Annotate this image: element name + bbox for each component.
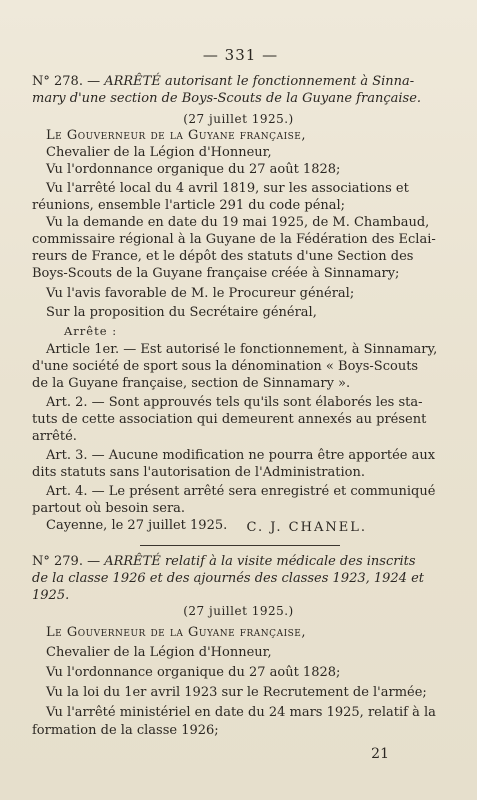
arrete-279-line-3: Vu la loi du 1er avril 1923 sur le Recrutement de l'armée; <box>46 685 427 700</box>
arrete-279-title-line1: — ARRÊTÉ relatif à la visite médicale des inscrits <box>82 554 416 569</box>
arrete-279-line-4: Vu l'arrêté ministériel en date du 24 mars 1925, relatif à la <box>46 705 436 720</box>
arrete-278-line-20: Art. 4. — Le présent arrêté sera enregistré et communiqué <box>46 484 436 499</box>
sheet-number: 21 <box>371 746 389 762</box>
arrete-279-line-0: Le Gouverneur de la Guyane française, <box>46 625 306 640</box>
arrete-278-line-4: réunions, ensemble l'article 291 du code pénal; <box>32 198 346 213</box>
arrete-278-line-21: partout où besoin sera. <box>32 501 186 516</box>
arrete-279-line-1: Chevalier de la Légion d'Honneur, <box>46 645 272 660</box>
arrete-278-line-22: Cayenne, le 27 juillet 1925. <box>46 518 228 533</box>
arrete-278-date: (27 juillet 1925.) <box>183 112 294 126</box>
arrete-278-line-19: dits statuts sans l'autorisation de l'Administration. <box>32 465 365 480</box>
arrete-278-line-3: Vu l'arrêté local du 4 avril 1819, sur les associations et <box>46 181 409 196</box>
arrete-279-line-2: Vu l'ordonnance organique du 27 août 1828; <box>46 665 341 680</box>
arrete-278-line-1: Chevalier de la Légion d'Honneur, <box>46 145 272 160</box>
arrete-278-line-6: commissaire régional à la Guyane de la Fédération des Eclai- <box>32 232 436 247</box>
section-divider <box>140 545 340 546</box>
arrete-278-line-10: Sur la proposition du Secrétaire général, <box>46 305 317 320</box>
arrete-278-line-18: Art. 3. — Aucune modification ne pourra être apportée aux <box>46 448 436 463</box>
arrete-279-title <box>32 553 449 604</box>
arrete-279-title-line2: de la classe 1926 et des ajournés des classes 1923, 1924 et <box>32 571 425 586</box>
arrete-278-line-12: Article 1er. — Est autorisé le fonctionnement, à Sinnamary, <box>46 342 438 357</box>
page-number: — 331 — <box>202 46 279 64</box>
arrete-278-signature: C. J. CHANEL. <box>246 520 367 535</box>
arrete-279-title-line3: 1925. <box>32 588 70 603</box>
arrete-279-number: N° 279. <box>32 554 83 569</box>
arrete-279-line-5: formation de la classe 1926; <box>32 723 219 738</box>
arrete-278-title <box>32 73 449 107</box>
arrete-278-line-13: d'une société de sport sous la dénomination « Boys-Scouts <box>32 359 419 374</box>
arrete-278-line-2: Vu l'ordonnance organique du 27 août 1828; <box>46 162 341 177</box>
arrete-278-line-7: reurs de France, et le dépôt des statuts d'une Section des <box>32 249 414 264</box>
arrete-278-line-15: Art. 2. — Sont approuvés tels qu'ils sont élaborés les sta- <box>46 395 423 410</box>
arrete-278-line-17: arrêté. <box>32 429 77 444</box>
arrete-278-line-11: Arrête : <box>64 324 118 338</box>
arrete-278-line-14: de la Guyane française, section de Sinnamary ». <box>32 376 351 391</box>
arrete-278-line-16: tuts de cette association qui demeurent annexés au présent <box>32 412 427 427</box>
arrete-278-line-0: Le Gouverneur de la Guyane française, <box>46 128 306 143</box>
arrete-278-line-9: Vu l'avis favorable de M. le Procureur général; <box>46 286 355 301</box>
arrete-278-line-8: Boys-Scouts de la Guyane française créée à Sinnamary; <box>32 266 400 281</box>
arrete-279-date: (27 juillet 1925.) <box>183 604 294 618</box>
arrete-278-title-line1: — ARRÊTÉ autorisant le fonctionnement à Sinna- <box>82 74 415 89</box>
arrete-278-title-line2: mary d'une section de Boys-Scouts de la Guyane française. <box>32 91 422 106</box>
arrete-278-line-5: Vu la demande en date du 19 mai 1925, de M. Chambaud, <box>46 215 430 230</box>
arrete-278-number: N° 278. <box>32 74 83 89</box>
